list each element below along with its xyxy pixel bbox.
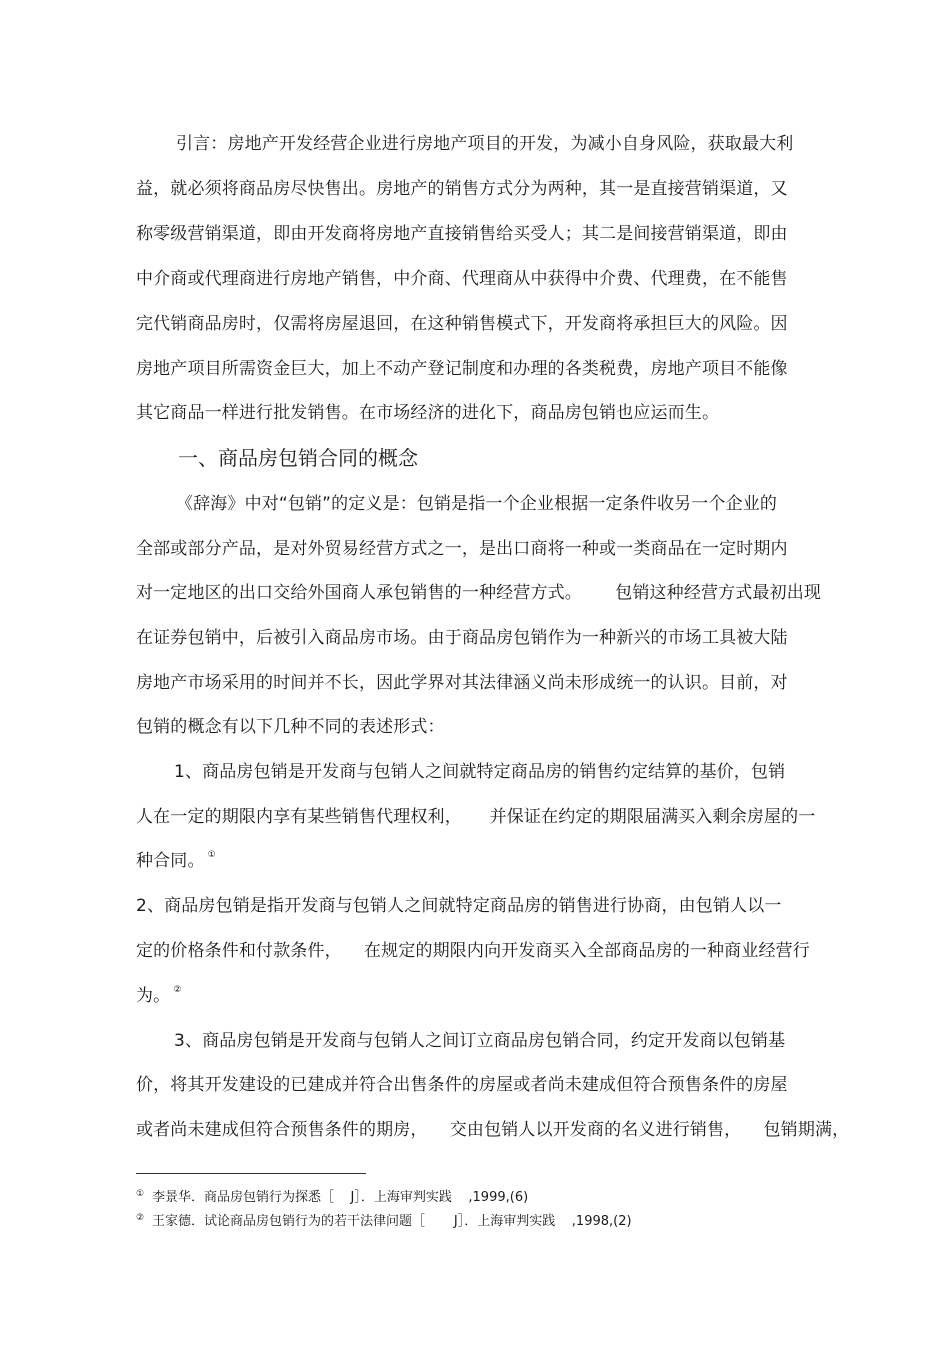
intro-line-6: 房地产项目所需资金巨大，加上不动产登记制度和办理的各类税费，房地产项目不能像 [136, 359, 788, 379]
intro-line-1: 引言：房地产开发经营企业进行房地产项目的开发，为减小自身风险，获取最大利 [176, 134, 794, 154]
item3-line-2: 价，将其开发建设的已建成并符合出售条件的房屋或者尚未建成但符合预售条件的房屋 [136, 1075, 788, 1095]
footnote-2: 王家德．试论商品房包销行为的若干法律问题［ J］．上海审判实践 ,1998,(2) [152, 1214, 632, 1229]
item1-line-3-text: 种合同。 [136, 851, 205, 871]
definition-line-2: 全部或部分产品，是对外贸易经营方式之一，是出口商将一种或一类商品在一定时期内 [136, 539, 788, 559]
item1-line-1: 1、商品房包销是开发商与包销人之间就特定商品房的销售约定结算的基价，包销 [174, 762, 786, 782]
item3-line-1: 3、商品房包销是开发商与包销人之间订立商品房包销合同，约定开发商以包销基 [174, 1031, 786, 1051]
item2-line-2: 定的价格条件和付款条件， 在规定的期限内向开发商买入全部商品房的一种商业经营行 [136, 941, 810, 961]
footnote-ref-1: ① [207, 850, 216, 860]
definition-line-1: 《辞海》中对“包销”的定义是：包销是指一个企业根据一定条件收另一个企业的 [176, 494, 778, 514]
intro-line-7: 其它商品一样进行批发销售。在市场经济的进化下，商品房包销也应运而生。 [136, 403, 720, 423]
intro-line-4: 中介商或代理商进行房地产销售，中介商、代理商从中获得中介费、代理费，在不能售 [136, 269, 788, 289]
intro-line-5: 完代销商品房时，仅需将房屋退回，在这种销售模式下，开发商将承担巨大的风险。因 [136, 314, 788, 334]
intro-line-2: 益，就必须将商品房尽快售出。房地产的销售方式分为两种，其一是直接营销渠道，又 [136, 179, 788, 199]
item2-line-1: 2、商品房包销是指开发商与包销人之间就特定商品房的销售进行协商，由包销人以一 [136, 896, 782, 916]
definition-line-5: 房地产市场采用的时间并不长，因此学界对其法律涵义尚未形成统一的认识。目前，对 [136, 673, 788, 693]
definition-line-6: 包销的概念有以下几种不同的表述形式： [136, 717, 445, 737]
footnote-1: 李景华．商品房包销行为探悉［ J］．上海审判实践 ,1999,(6) [152, 1190, 529, 1205]
footnote-divider [136, 1173, 366, 1174]
footnote-2-mark: ② [136, 1213, 145, 1223]
item1-line-2: 人在一定的期限内享有某些销售代理权利， 并保证在约定的期限届满买入剩余房屋的一 [136, 807, 816, 827]
item3-line-3: 或者尚未建成但符合预售条件的期房， 交由包销人以开发商的名义进行销售， 包销期满， [136, 1120, 850, 1140]
footnote-1-mark: ① [136, 1189, 145, 1199]
definition-line-4: 在证券包销中，后被引入商品房市场。由于商品房包销作为一种新兴的市场工具被大陆 [136, 628, 788, 648]
definition-line-3: 对一定地区的出口交给外国商人承包销售的一种经营方式。 包销这种经营方式最初出现 [136, 583, 822, 603]
item1-line-3 [136, 851, 216, 871]
section-heading: 一、商品房包销合同的概念 [178, 446, 418, 470]
item2-line-3-text: 为。 [136, 986, 171, 1006]
footnote-ref-2: ② [173, 985, 182, 995]
intro-line-3: 称零级营销渠道，即由开发商将房地产直接销售给买受人；其二是间接营销渠道，即由 [136, 224, 788, 244]
item2-line-3 [136, 986, 182, 1006]
